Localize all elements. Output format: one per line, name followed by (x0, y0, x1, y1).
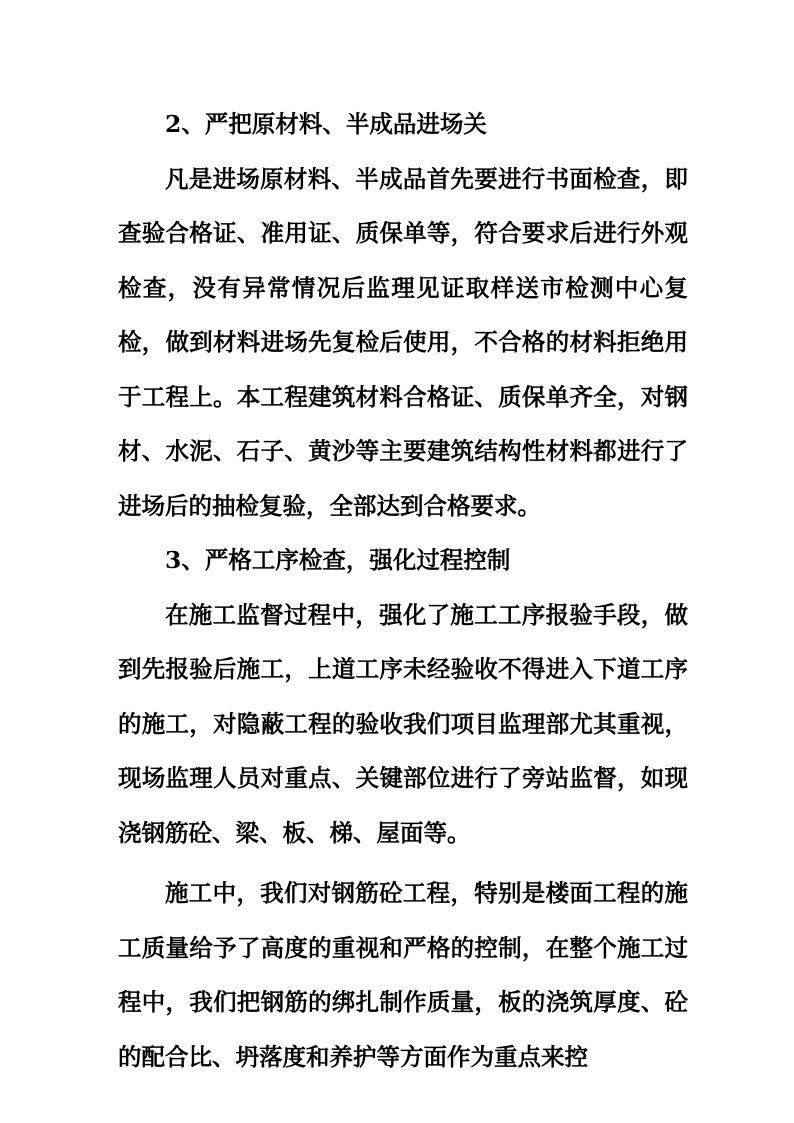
section-heading-3: 3、严格工序检查，强化过程控制 (165, 546, 511, 574)
document-body (118, 97, 688, 1084)
paragraph-materials-inspection: 凡是进场原材料、半成品首先要进行书面检查，即查验合格证、准用证、质保单等，符合要求后进行外观检查，没有异常情况后监理见证取样送市检测中心复检，做到材料进场先复检后使用，不合格的材料拒绝用于工程上。本工程建筑材料合格证、质保单齐全，对钢材、水泥、石子、黄沙等主要建筑结构性材料都进行了进场后的抽检复验，全部达到合格要求。 (118, 164, 688, 520)
section-heading-2: 2、严把原材料、半成品进场关 (165, 110, 487, 138)
paragraph-concrete-quality-control: 施工中，我们对钢筋砼工程，特别是楼面工程的施工质量给予了高度的重视和严格的控制，在整个施工过程中，我们把钢筋的绑扎制作质量，板的浇筑厚度、砼的配合比、坍落度和养护等方面作为重点来控 (118, 879, 688, 1071)
paragraph-process-supervision: 在施工监督过程中，强化了施工工序报验手段，做到先报验后施工，上道工序未经验收不得进入下道工序的施工，对隐蔽工程的验收我们项目监理部尤其重视，现场监理人员对重点、关键部位进行了旁站监督，如现浇钢筋砼、梁、板、梯、屋面等。 (118, 600, 688, 847)
